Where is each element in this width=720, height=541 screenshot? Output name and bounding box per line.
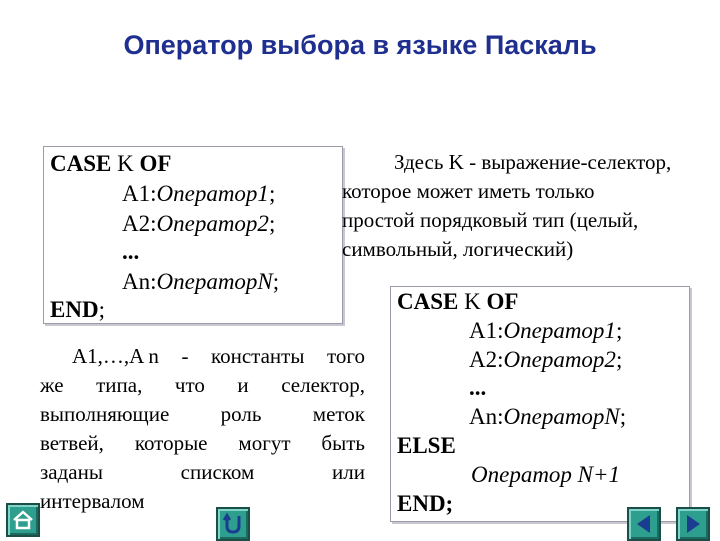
branch-label: A2: (469, 347, 504, 372)
of-keyword: OF (486, 289, 519, 314)
branch-line-1 (469, 316, 622, 346)
ellipsis-line: ... (122, 239, 140, 264)
desc-line-2: которое может иметь только (342, 179, 595, 203)
semicolon: ; (268, 181, 276, 206)
case-else-syntax-box (390, 286, 690, 522)
word: ветвей, (40, 431, 104, 455)
case-keyword: CASE (397, 289, 459, 314)
end-keyword: END; (397, 491, 454, 516)
word: могут (238, 431, 291, 455)
branch-operator: ОператорN (156, 269, 273, 294)
home-button[interactable] (6, 503, 40, 537)
desc-line-3 (40, 400, 365, 429)
selector-k: K (117, 151, 134, 176)
desc-line-1: Здесь K - выражение-селектор, (394, 150, 672, 174)
branch-label: A1: (122, 181, 157, 206)
word: списком (180, 460, 255, 484)
branch-operator: Оператор1 (156, 181, 269, 206)
branch-line-2 (469, 345, 622, 375)
else-keyword: ELSE (397, 433, 456, 458)
branch-label: A1: (469, 318, 504, 343)
semicolon: ; (615, 318, 623, 343)
back-button[interactable] (627, 507, 661, 541)
word: которые (134, 431, 208, 455)
desc-line-5 (40, 458, 365, 487)
end-keyword: END (50, 297, 99, 322)
branch-line-2 (122, 209, 275, 239)
return-icon (221, 512, 245, 536)
word: быть (321, 431, 365, 455)
desc-line-4 (40, 429, 365, 458)
case-line (397, 287, 518, 317)
word: константы (210, 344, 305, 368)
home-icon (11, 508, 35, 532)
semicolon: ; (619, 404, 627, 429)
branch-line-1 (122, 179, 275, 209)
word: и (237, 373, 249, 397)
word: меток (312, 402, 365, 426)
branch-label: An: (469, 404, 504, 429)
branch-label: A2: (122, 211, 157, 236)
forward-button[interactable] (676, 507, 710, 541)
word: роль (220, 402, 262, 426)
slide-title: Оператор выбора в языке Паскаль (123, 30, 597, 60)
word: типа, (96, 373, 143, 397)
desc-line-3: простой порядковый тип (целый, (342, 208, 639, 232)
case-keyword: CASE (50, 151, 112, 176)
else-operator: Оператор N+1 (471, 462, 621, 487)
word: селектор, (281, 373, 365, 397)
word: заданы (40, 460, 103, 484)
word: того (326, 344, 365, 368)
word: что (174, 373, 205, 397)
selector-k: K (464, 289, 481, 314)
desc-line-4: символьный, логический) (342, 237, 574, 261)
back-arrow-icon (632, 512, 656, 536)
ellipsis-line: ... (469, 375, 487, 400)
case-syntax-box (43, 146, 343, 324)
branch-line-n (122, 267, 279, 297)
case-line (50, 149, 171, 179)
return-button[interactable] (216, 507, 250, 541)
word: выполняющие (40, 402, 170, 426)
forward-arrow-icon (681, 512, 705, 536)
semicolon: ; (268, 211, 276, 236)
word: или (332, 460, 365, 484)
semicolon: ; (615, 347, 623, 372)
desc-line-2 (40, 371, 365, 400)
semicolon: ; (98, 297, 105, 322)
branch-operator: Оператор2 (503, 347, 616, 372)
of-keyword: OF (139, 151, 172, 176)
word: A1,…,A n (72, 344, 159, 368)
constants-description (40, 342, 365, 516)
branch-operator: Оператор2 (156, 211, 269, 236)
desc-line-6: интервалом (40, 489, 145, 513)
desc-line-1 (40, 342, 365, 371)
word: же (40, 373, 64, 397)
selector-description (338, 148, 718, 264)
branch-label: An: (122, 269, 157, 294)
branch-operator: Оператор1 (503, 318, 616, 343)
end-line (50, 295, 105, 325)
semicolon: ; (272, 269, 280, 294)
branch-operator: ОператорN (503, 404, 620, 429)
branch-line-n (469, 402, 626, 432)
word: - (181, 344, 189, 368)
